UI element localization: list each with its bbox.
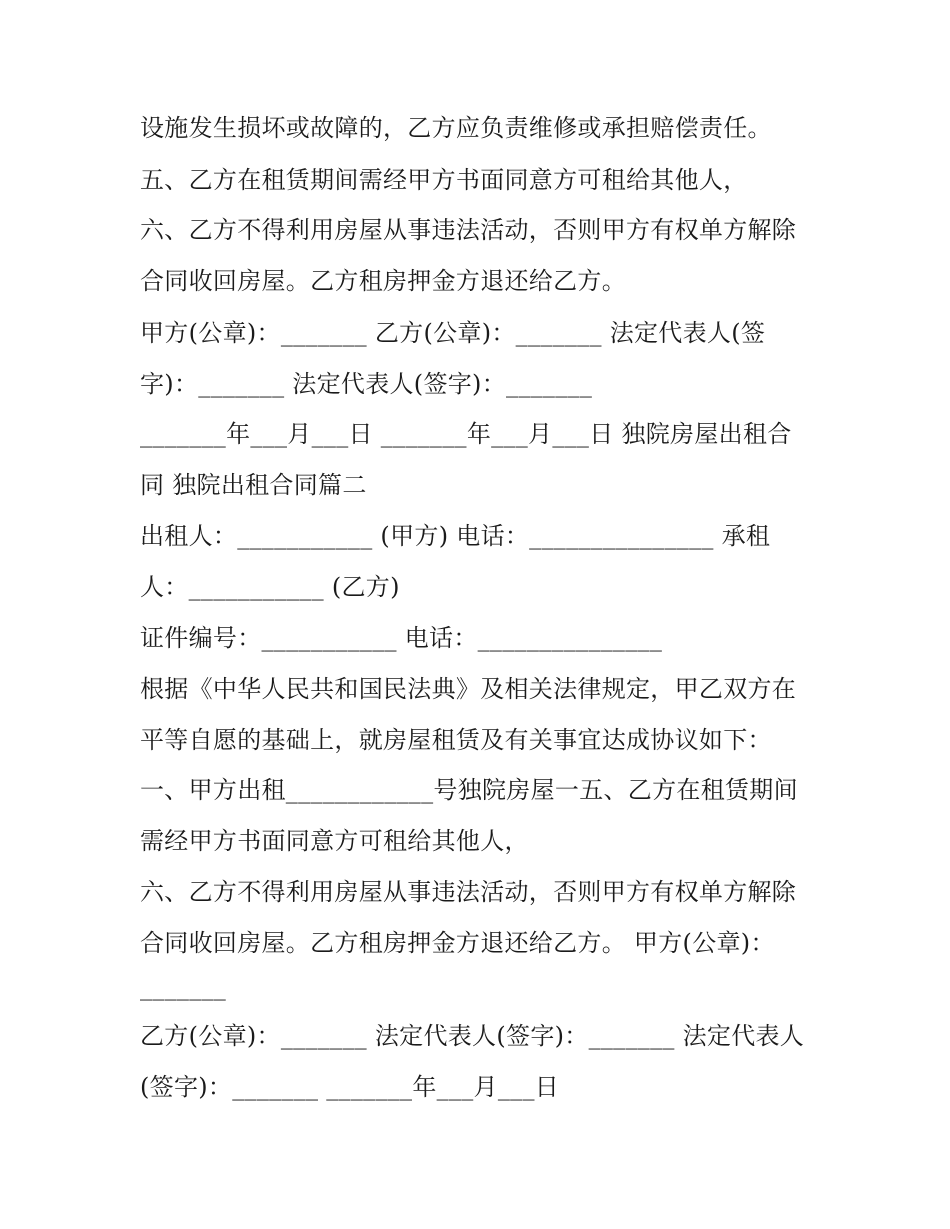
text-line-4: 合同收回房屋。乙方租房押金方退还给乙方。 [140,267,626,295]
text-line-9: 出租人：___________ (甲方) 电话：_______________ 承租 [140,522,771,550]
text-line-11: 证件编号：___________ 电话：_______________ [140,624,663,652]
text-line-5: 甲方(公章)：_______ 乙方(公章)：_______ 法定代表人(签 [140,319,766,347]
text-line-8: 同 独院出租合同篇二 [140,471,367,499]
text-line-19: 乙方(公章)：_______ 法定代表人(签字)：_______ 法定代表人 [140,1022,805,1050]
text-line-20: (签字)：_______ _______年___月___日 [140,1073,560,1101]
text-line-13: 平等自愿的基础上，就房屋租赁及有关事宜达成协议如下： [140,726,772,754]
text-line-2: 五、乙方在租赁期间需经甲方书面同意方可租给其他人， [140,166,748,194]
text-line-18: _______ [140,973,227,1001]
text-line-10: 人：___________ (乙方) [140,573,400,601]
text-line-1: 设施发生损坏或故障的，乙方应负责维修或承担赔偿责任。 [140,114,772,142]
text-line-16: 六、乙方不得利用房屋从事违法活动，否则甲方有权单方解除 [140,878,797,906]
text-line-12: 根据《中华人民共和国民法典》及相关法律规定，甲乙双方在 [140,675,797,703]
text-line-3: 六、乙方不得利用房屋从事违法活动，否则甲方有权单方解除 [140,216,797,244]
text-line-6: 字)：_______ 法定代表人(签字)：_______ [140,370,593,398]
text-line-7: _______年___月___日 _______年___月___日 独院房屋出租合 [140,420,792,448]
text-line-15: 需经甲方书面同意方可租给其他人， [140,827,529,855]
text-line-14: 一、甲方出租____________号独院房屋一五、乙方在租赁期间 [140,776,798,804]
text-line-17: 合同收回房屋。乙方租房押金方退还给乙方。 甲方(公章)： [140,929,775,957]
